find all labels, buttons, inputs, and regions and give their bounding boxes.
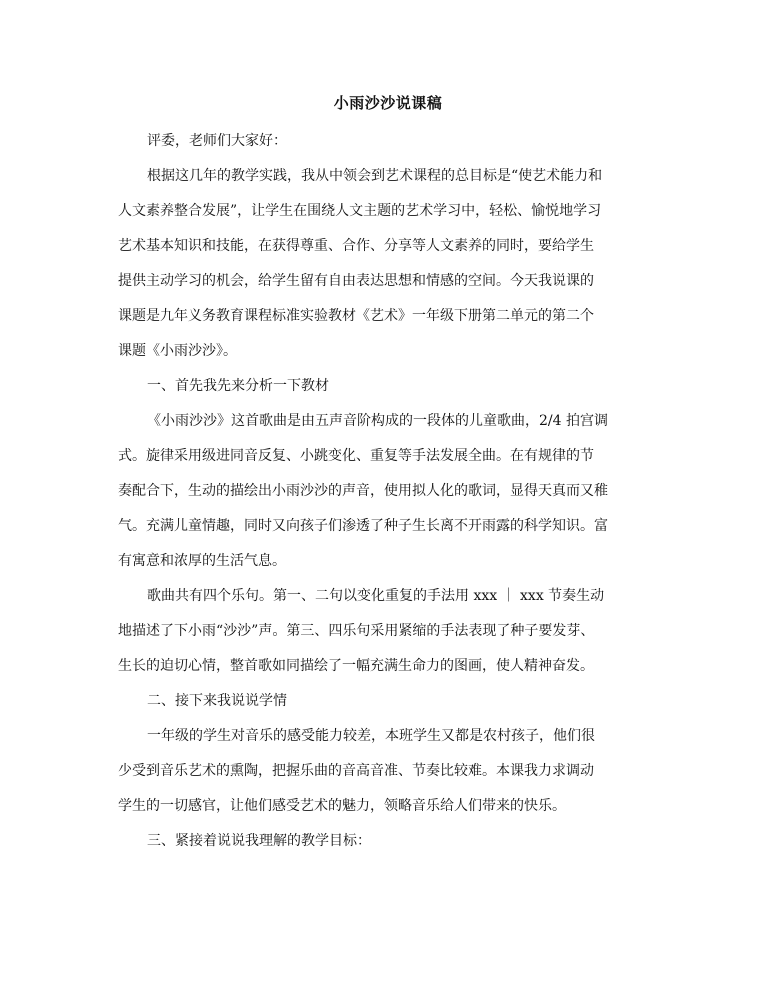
- text-line: 《小雨沙沙》这首歌曲是由五声音阶构成的一段体的儿童歌曲，2/4 拍宫调: [147, 413, 608, 429]
- paragraph-student-analysis: [118, 719, 658, 824]
- section-heading-1: [118, 369, 658, 404]
- text-line: 少受到音乐艺术的熏陶，把握乐曲的音高音准、节奏比较难。本课我力求调动: [118, 763, 594, 779]
- section-heading-3: [118, 824, 658, 859]
- text-line: 一年级的学生对音乐的感受能力较差，本班学生又都是农村孩子，他们很: [147, 728, 595, 744]
- text-line: 根据这几年的教学实践，我从中领会到艺术课程的总目标是“使艺术能力和: [147, 168, 603, 184]
- document-title: 小雨沙沙说课稿: [333, 94, 443, 112]
- text-line: 评委，老师们大家好：: [147, 133, 287, 149]
- text-line: 式。旋律采用级进同音反复、小跳变化、重复等手法发展全曲。在有规律的节: [118, 448, 594, 464]
- paragraph-phrases: [118, 579, 658, 684]
- document-page: [118, 92, 658, 859]
- text-line: 生长的迫切心情，整首歌如同描绘了一幅充满生命力的图画，使人精神奋发。: [118, 658, 594, 674]
- text-line: 课题《小雨沙沙》。: [118, 343, 237, 359]
- text-line: 提供主动学习的机会，给学生留有自由表达思想和情感的空间。今天我说课的: [118, 273, 594, 289]
- paragraph-intro: [118, 159, 658, 369]
- text-line: 学生的一切感官，让他们感受艺术的魅力，领略音乐给人们带来的快乐。: [118, 798, 566, 814]
- text-line: 课题是九年义务教育课程标准实验教材《艺术》一年级下册第二单元的第二个: [118, 308, 594, 324]
- text-line: 二、接下来我说说学情: [147, 693, 287, 709]
- text-line: 气。充满儿童情趣，同时又向孩子们渗透了种子生长离不开雨露的科学知识。富: [118, 518, 608, 534]
- text-line: 有寓意和浓厚的生活气息。: [118, 553, 286, 569]
- paragraph-greeting: [118, 124, 658, 159]
- text-line: 地描述了下小雨“沙沙”声。第三、四乐句采用紧缩的手法表现了种子要发芽、: [118, 623, 595, 639]
- text-line: 三、紧接着说说我理解的教学目标：: [147, 833, 371, 849]
- text-line: 人文素养整合发展”，让学生在围绕人文主题的艺术学习中，轻松、愉悦地学习: [118, 203, 602, 219]
- section-heading-2: [118, 684, 658, 719]
- text-line: 一、首先我先来分析一下教材: [147, 378, 329, 394]
- paragraph-material-analysis: [118, 404, 658, 579]
- text-line: 奏配合下，生动的描绘出小雨沙沙的声音，使用拟人化的歌词，显得天真而又稚: [118, 483, 608, 499]
- text-line: 艺术基本知识和技能，在获得尊重、合作、分享等人文素养的同时，要给学生: [118, 238, 594, 254]
- text-line: 歌曲共有四个乐句。第一、二句以变化重复的手法用 xxx ｜ xxx 节奏生动: [147, 588, 605, 604]
